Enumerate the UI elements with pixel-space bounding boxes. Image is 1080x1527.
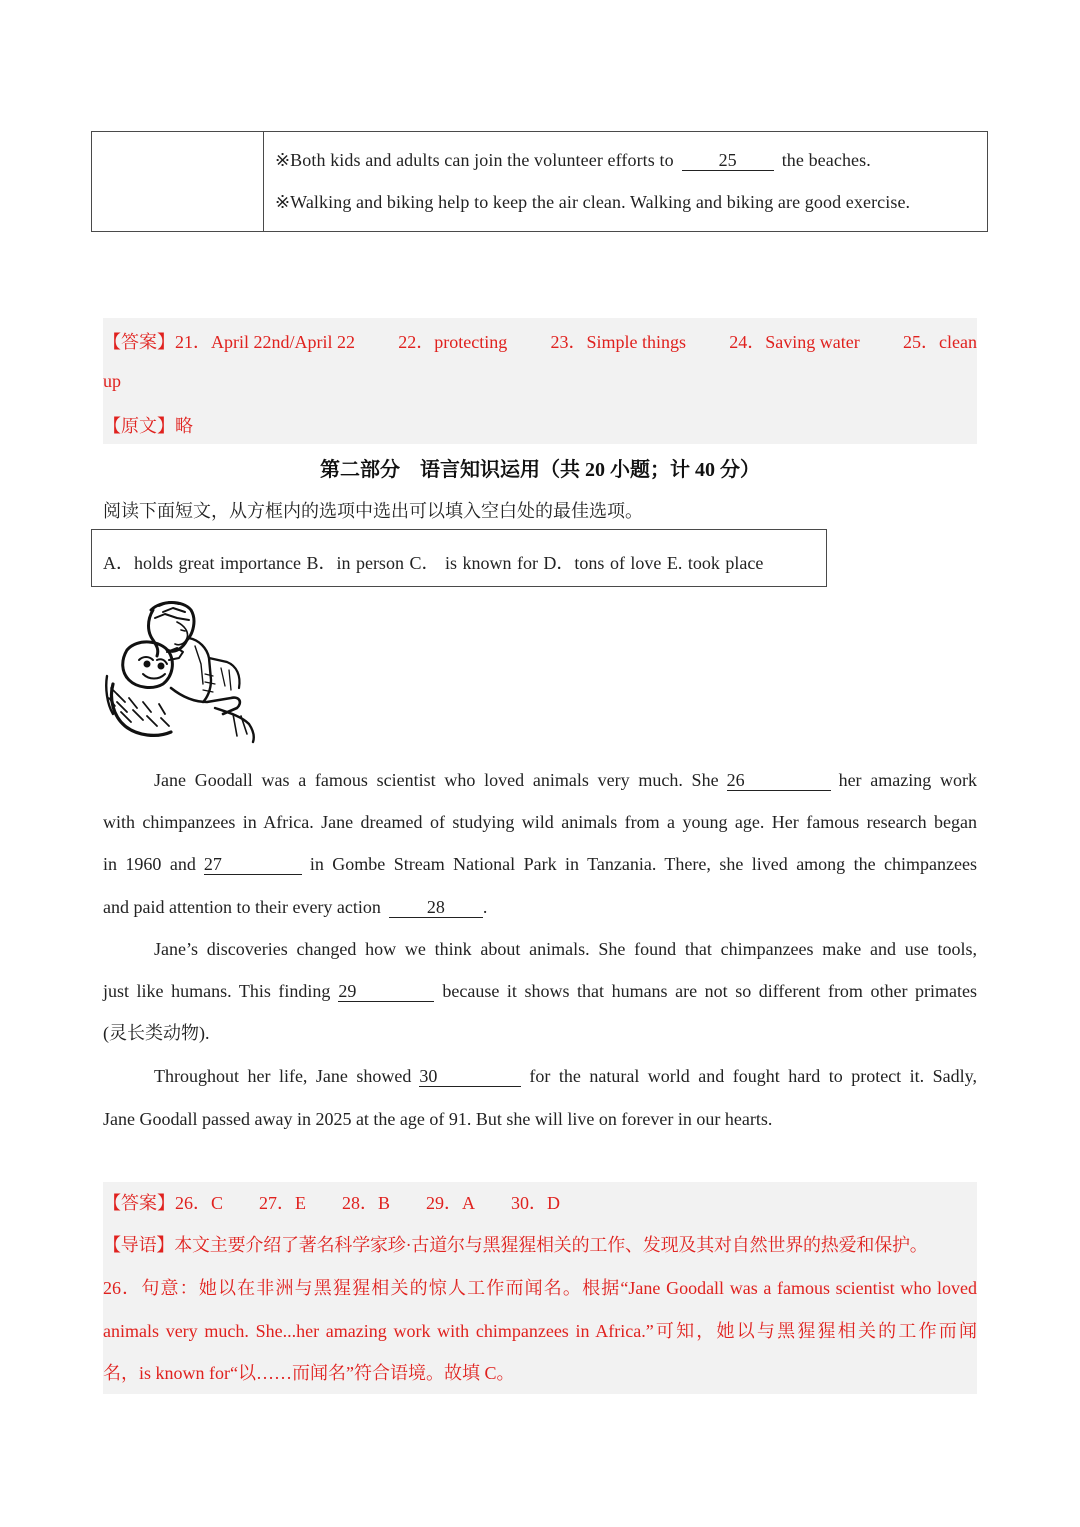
passage-text: Throughout her life, Jane showed <box>154 1066 412 1086</box>
passage-text: just like humans. This finding <box>103 981 331 1001</box>
answer-26: 26．C <box>175 1193 224 1213</box>
answer-line-26-30 <box>103 1190 977 1216</box>
explanation-line-1: 26．句意：她以在非洲与黑猩猩相关的惊人工作而闻名。根据“Jane Goodall was a famous scientist who loved <box>103 1278 977 1298</box>
table-column-divider <box>263 132 264 231</box>
woman-with-chimpanzee-icon <box>103 598 263 744</box>
passage-text: in Gombe Stream National Park in Tanzania. There, she lived among the chimpanzees <box>309 854 977 874</box>
passage-text: her amazing work <box>838 770 977 790</box>
answer-29: 29．A <box>426 1193 476 1213</box>
passage-text: in 1960 and <box>103 854 196 874</box>
answer-21: 21．April 22nd/April 22 <box>175 332 355 352</box>
source-line <box>103 412 193 438</box>
source-text: 略 <box>175 416 193 436</box>
blank-25: 25 <box>682 151 774 171</box>
passage-p2-line1: Jane’s discoveries changed how we think about animals. She found that chimpanzees make and use tools, <box>154 939 977 959</box>
answer-24: 24．Saving water <box>729 332 860 352</box>
options-box <box>91 529 827 587</box>
answer-wrap: up <box>103 371 121 391</box>
options-text: A．holds great importance B．in person C． is known for D．tons of love E. took place <box>103 553 764 573</box>
passage-text: because it shows that humans are not so different from other primates <box>442 981 978 1001</box>
passage-p1-line4 <box>103 895 977 919</box>
passage-p2-line2 <box>103 979 977 1003</box>
passage-p3-line2: Jane Goodall passed away in 2025 at the age of 91. But she will live on forever in our hearts. <box>103 1109 773 1129</box>
answer-28: 28．B <box>342 1193 391 1213</box>
blank-30: 30 <box>419 1067 521 1087</box>
answer-box-1 <box>103 318 977 444</box>
table-line-text: ※Both kids and adults can join the volunteer efforts to <box>275 150 674 170</box>
answer-item <box>103 328 355 354</box>
answer-27: 27．E <box>259 1193 307 1213</box>
passage-p1-line3 <box>103 852 977 876</box>
passage-p3-line1 <box>154 1064 977 1088</box>
passage-text: Jane Goodall was a famous scientist who loved animals very much. She <box>154 770 719 790</box>
illustration-svg <box>103 598 263 744</box>
explanation-line-2: animals very much. She...her amazing work with chimpanzees in Africa.”可知，她以与黑猩猩相关的工作而闻 <box>103 1321 977 1341</box>
answer-23: 23．Simple things <box>550 332 686 352</box>
passage-text: for the natural world and fought hard to protect it. Sadly, <box>529 1066 977 1086</box>
table-line-beaches <box>275 150 871 171</box>
passage-text: and paid attention to their every action <box>103 897 381 917</box>
passage-p1-line2: with chimpanzees in Africa. Jane dreamed of studying wild animals from a young age. Her famous research began <box>103 812 977 832</box>
answer-tag: 【答案】 <box>103 332 175 352</box>
section-heading: 第二部分 语言知识运用（共 20 小题；计 40 分） <box>320 459 760 481</box>
passage-text: . <box>482 897 488 917</box>
answer-22: 22．protecting <box>398 332 508 352</box>
guide-line: 【导语】本文主要介绍了著名科学家珍·古道尔与黑猩猩相关的工作、发现及其对自然世界的热爱和保护。 <box>103 1235 928 1255</box>
answer-30: 30．D <box>511 1193 561 1213</box>
blank-27: 27 <box>204 855 302 875</box>
passage-p2-line3: (灵长类动物). <box>103 1023 210 1043</box>
answer-25: 25．clean <box>902 332 977 352</box>
table-line-walking: ※Walking and biking help to keep the air clean. Walking and biking are good exercise. <box>275 192 911 212</box>
blank-26: 26 <box>727 771 831 791</box>
blank-29: 29 <box>338 982 434 1002</box>
table-line-text: the beaches. <box>781 150 871 170</box>
source-tag: 【原文】 <box>103 416 175 436</box>
top-table-row <box>91 131 988 232</box>
passage-p1-line1 <box>154 768 977 792</box>
blank-28: 28 <box>389 898 483 918</box>
explanation-line-3: 名，is known for“以……而闻名”符合语境。故填 C。 <box>103 1363 515 1383</box>
answer-line-21-25 <box>103 328 977 354</box>
instruction-text: 阅读下面短文，从方框内的选项中选出可以填入空白处的最佳选项。 <box>103 501 643 521</box>
answer-tag: 【答案】 <box>103 1193 175 1213</box>
